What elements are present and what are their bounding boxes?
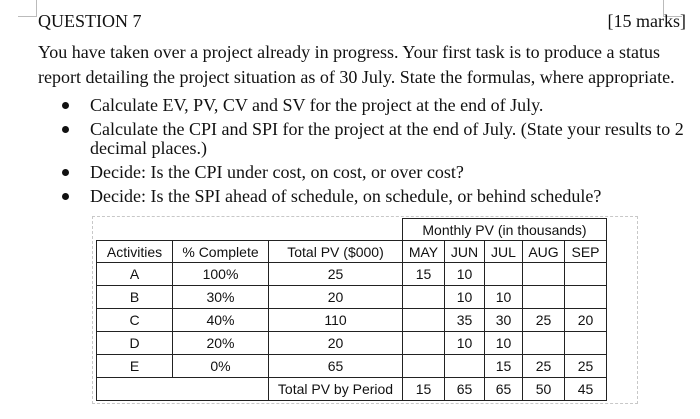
jul-cell: 30 (485, 309, 523, 332)
sep-cell: 25 (565, 355, 607, 378)
complete-cell: 100% (173, 263, 269, 286)
table-group-header-row (97, 219, 607, 241)
totals-label: Total PV by Period (269, 378, 403, 401)
question-marks: [15 marks] (607, 11, 686, 31)
table-row (97, 263, 607, 286)
aug-cell (523, 263, 565, 286)
may-cell (403, 309, 445, 332)
sep-cell (565, 286, 607, 309)
pv-table (96, 218, 607, 401)
table-row (97, 355, 607, 378)
task-list (62, 96, 692, 211)
bullet-icon (62, 126, 69, 133)
total-may-cell: 15 (403, 378, 445, 401)
task-item (62, 120, 692, 158)
table-totals-row (97, 378, 607, 401)
activity-cell: D (97, 332, 173, 355)
activity-cell: B (97, 286, 173, 309)
sep-cell: 20 (565, 309, 607, 332)
monthly-pv-header: Monthly PV (in thousands) (403, 219, 607, 241)
may-cell: 15 (403, 263, 445, 286)
task-item (62, 163, 692, 182)
question-intro: You have taken over a project already in progress. Your first task is to produce a status report detailing the project situation as of 30 July. State the formulas, where appropriate. (38, 42, 675, 87)
column-header: JUL (485, 241, 523, 263)
aug-cell: 25 (523, 355, 565, 378)
total-jul-cell: 65 (485, 378, 523, 401)
activity-cell: A (97, 263, 173, 286)
aug-cell (523, 332, 565, 355)
bullet-icon (62, 193, 69, 200)
task-text: Decide: Is the CPI under cost, on cost, or over cost? (90, 162, 464, 182)
may-cell (403, 332, 445, 355)
activity-cell: E (97, 355, 173, 378)
task-text: Calculate the CPI and SPI for the project at the end of July. (State your results to 2 decimal places.) (90, 119, 684, 158)
complete-cell: 30% (173, 286, 269, 309)
task-item (62, 96, 692, 115)
activity-cell: C (97, 309, 173, 332)
sep-cell (565, 263, 607, 286)
question-title: QUESTION 7 (38, 11, 142, 31)
jul-cell: 15 (485, 355, 523, 378)
total-pv-cell: 110 (269, 309, 403, 332)
column-header: Total PV ($000) (269, 241, 403, 263)
total-pv-cell: 20 (269, 332, 403, 355)
column-header: MAY (403, 241, 445, 263)
complete-cell: 0% (173, 355, 269, 378)
may-cell (403, 355, 445, 378)
jul-cell: 10 (485, 332, 523, 355)
complete-cell: 20% (173, 332, 269, 355)
table-header-row (97, 241, 607, 263)
total-pv-cell: 25 (269, 263, 403, 286)
column-header: JUN (445, 241, 485, 263)
table-row (97, 309, 607, 332)
aug-cell: 25 (523, 309, 565, 332)
jun-cell: 10 (445, 286, 485, 309)
jun-cell: 35 (445, 309, 485, 332)
column-header: % Complete (173, 241, 269, 263)
jul-cell (485, 263, 523, 286)
column-header: Activities (97, 241, 173, 263)
jun-cell: 10 (445, 263, 485, 286)
total-pv-cell: 65 (269, 355, 403, 378)
jul-cell: 10 (485, 286, 523, 309)
total-pv-cell: 20 (269, 286, 403, 309)
task-item (62, 187, 692, 206)
aug-cell (523, 286, 565, 309)
task-text: Decide: Is the SPI ahead of schedule, on schedule, or behind schedule? (90, 186, 602, 206)
sep-cell (565, 332, 607, 355)
total-sep-cell: 45 (565, 378, 607, 401)
bullet-icon (62, 169, 69, 176)
total-jun-cell: 65 (445, 378, 485, 401)
jun-cell: 10 (445, 332, 485, 355)
bullet-icon (62, 102, 69, 109)
total-aug-cell: 50 (523, 378, 565, 401)
column-header: AUG (523, 241, 565, 263)
column-header: SEP (565, 241, 607, 263)
jun-cell (445, 355, 485, 378)
may-cell (403, 286, 445, 309)
page-corner-mark-left (18, 0, 37, 17)
table-row (97, 286, 607, 309)
table-row (97, 332, 607, 355)
task-text: Calculate EV, PV, CV and SV for the project at the end of July. (90, 95, 544, 115)
complete-cell: 40% (173, 309, 269, 332)
